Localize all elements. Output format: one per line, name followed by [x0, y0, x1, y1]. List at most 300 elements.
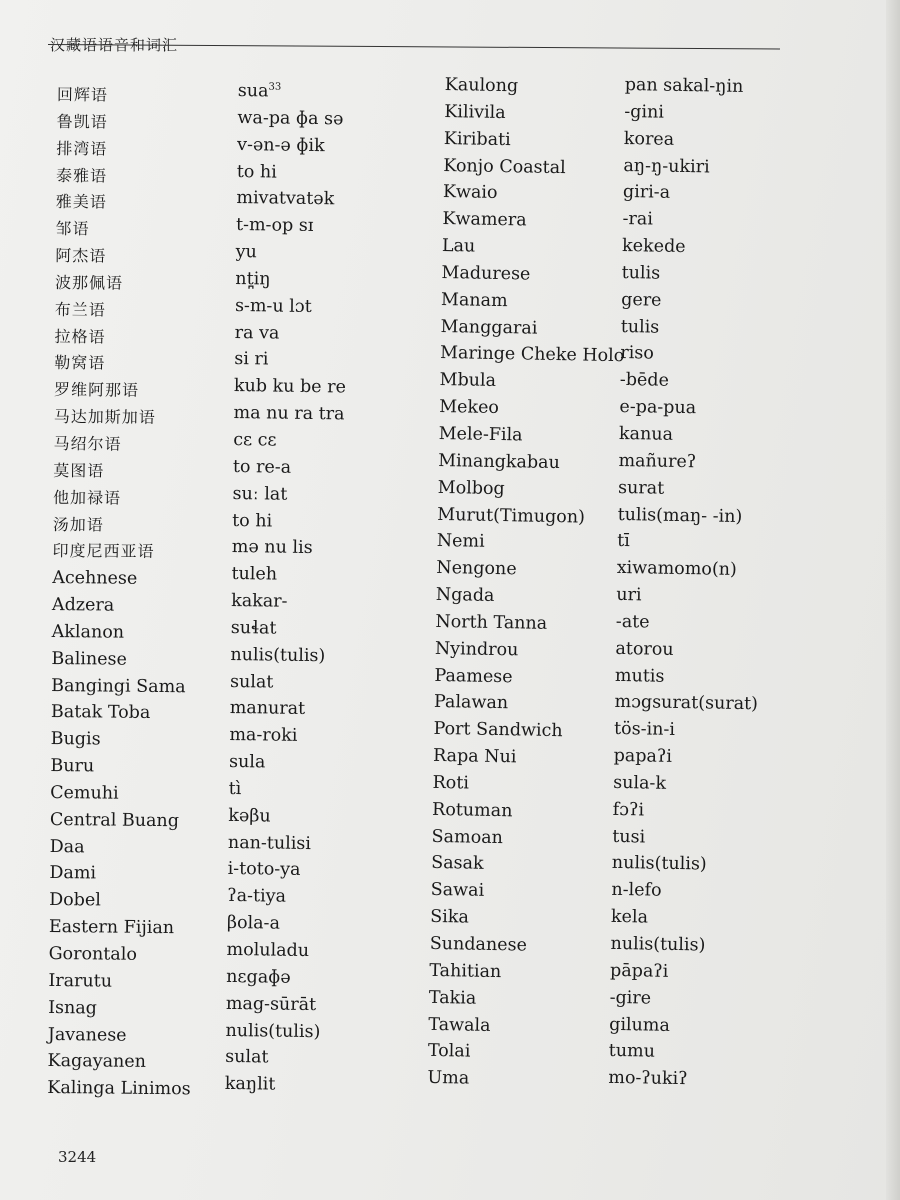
language-name: [52, 565, 196, 593]
word-form: [616, 582, 760, 611]
language-name-text: Nengone: [436, 558, 517, 580]
language-name-text: Mbula: [439, 370, 497, 392]
word-form: [613, 743, 757, 772]
language-name: [431, 850, 616, 880]
word-form-text: pan sakal-ŋin: [624, 74, 744, 97]
language-name-text: 罗维阿那语: [53, 380, 140, 401]
word-form: [620, 367, 764, 396]
language-name-text: 莫图语: [53, 460, 105, 481]
word-form-text: ra va: [234, 322, 280, 344]
word-form-text: tì: [228, 778, 242, 800]
word-form: [608, 1065, 752, 1094]
word-form-text: tös-in-i: [613, 719, 676, 741]
word-form-text: surat: [617, 477, 665, 499]
language-name: [444, 126, 629, 156]
word-form-text: suː lat: [232, 483, 288, 505]
language-name-text: Kilivila: [444, 101, 506, 123]
word-form: [613, 770, 757, 799]
language-names-right-column: [427, 72, 629, 1095]
word-form-text: si ri: [234, 349, 269, 370]
language-name: [49, 860, 193, 888]
language-name-text: Maringe Cheke Holo: [439, 343, 625, 367]
word-form-text: sula: [228, 752, 266, 773]
language-name: [437, 501, 622, 531]
language-name-text: Manggarai: [440, 316, 538, 339]
word-form-text: ma-roki: [229, 725, 298, 747]
language-name-text: Minangkabau: [438, 450, 561, 473]
word-form: [225, 1017, 337, 1045]
language-name-text: 印度尼西亚语: [52, 541, 155, 562]
word-form: [232, 507, 344, 535]
word-form-text: nulis(tulis): [611, 853, 707, 875]
language-name-text: Mele-Fila: [438, 423, 523, 446]
language-name-text: Nemi: [436, 531, 485, 553]
word-form: [230, 642, 342, 670]
word-form-text: tī: [617, 531, 631, 552]
language-name-text: Kwamera: [442, 209, 527, 231]
language-name-text: Samoan: [431, 826, 504, 848]
word-form-text: mañureʔ: [618, 450, 697, 473]
language-name: [439, 394, 624, 424]
language-name: [444, 99, 629, 129]
word-form-text: s-m-u lɔt: [234, 295, 312, 317]
language-name-text: Lau: [441, 236, 476, 257]
language-name-text: 邹语: [55, 219, 90, 239]
word-form-text: -bēde: [619, 370, 670, 392]
language-name-text: 拉格语: [54, 326, 106, 347]
word-form: [231, 561, 343, 589]
language-name: [54, 324, 198, 352]
word-form-text: mo-ʔukiʔ: [608, 1068, 688, 1090]
word-form: [617, 528, 761, 557]
word-form-text: pāpaʔi: [609, 960, 669, 982]
language-name: [435, 636, 620, 666]
word-form: [227, 910, 339, 938]
word-form-text: nt̪iŋ: [235, 268, 271, 290]
language-name: [54, 350, 198, 378]
word-form-text: -ate: [615, 611, 650, 633]
language-name: [428, 1038, 613, 1068]
language-name-text: Sawai: [430, 880, 485, 902]
word-form-text: atorou: [615, 638, 674, 660]
word-form: [225, 1044, 337, 1072]
word-form: [233, 454, 345, 482]
language-name-text: 回辉语: [56, 84, 108, 105]
language-name: [49, 914, 193, 942]
word-form-text: xiwamomo(n): [616, 558, 738, 581]
language-name-text: Konjo Coastal: [443, 155, 566, 178]
word-form-text: korea: [623, 128, 675, 150]
language-name: [51, 646, 195, 674]
language-name-text: Adzera: [51, 595, 115, 616]
language-name-text: Balinese: [51, 648, 128, 670]
word-form-text: e-pa-pua: [619, 397, 697, 419]
language-name-text: Kalinga Linimos: [47, 1078, 191, 1100]
word-form-text: wa-pa ɸa sə: [237, 107, 344, 130]
word-form: [612, 824, 756, 853]
language-name: [53, 485, 197, 513]
word-form: [609, 1011, 753, 1040]
language-name-text: 汤加语: [52, 514, 104, 534]
language-name-text: Palawan: [433, 692, 509, 714]
language-name: [52, 538, 196, 566]
word-form: [620, 340, 764, 369]
word-form-text: tuleh: [231, 564, 278, 585]
language-name: [56, 109, 200, 137]
language-name-text: 波那佩语: [54, 272, 124, 293]
word-form: [613, 797, 757, 826]
language-name: [434, 662, 619, 692]
language-name: [434, 689, 619, 719]
word-form: [227, 883, 339, 911]
language-name-text: Molbog: [437, 477, 505, 499]
word-form: [229, 749, 341, 777]
language-name: [50, 753, 194, 781]
language-name-text: Kaulong: [444, 74, 519, 97]
language-name: [443, 179, 628, 209]
word-form: [617, 555, 761, 584]
word-form-text: ʔa-tiya: [227, 886, 287, 908]
word-form-text: sula-k: [613, 772, 667, 794]
word-form-text: v-ən-ə ɸik: [236, 134, 325, 156]
word-form: [622, 233, 766, 262]
language-name: [438, 448, 623, 478]
word-form-text: uri: [616, 584, 642, 606]
language-name-text: Mekeo: [438, 397, 500, 419]
word-form-text: papaʔi: [613, 746, 673, 767]
word-form-text: moluladu: [226, 939, 310, 962]
language-name: [430, 877, 615, 907]
word-form-text: βola-a: [226, 913, 281, 934]
language-name-text: 马达加斯加语: [53, 407, 156, 428]
word-form: [612, 850, 756, 879]
word-form: [611, 877, 755, 906]
language-name: [428, 1011, 613, 1041]
language-name: [54, 377, 198, 405]
language-name: [55, 216, 199, 244]
word-form: [622, 206, 766, 235]
language-name-text: Dobel: [49, 890, 101, 911]
language-name: [52, 619, 196, 647]
word-form-text: to re-a: [232, 456, 292, 478]
word-form: [624, 99, 768, 128]
word-form-text: cɛ cɛ: [233, 429, 277, 451]
word-form: [229, 722, 341, 750]
word-form: [236, 212, 348, 240]
language-name-text: Dami: [49, 863, 97, 884]
word-form: [619, 421, 763, 450]
word-form-text: ma nu ra tra: [233, 403, 345, 425]
word-form: [234, 346, 346, 374]
language-name: [443, 153, 628, 183]
word-form-text: tulis(maŋ- -in): [617, 504, 743, 527]
word-form: [616, 609, 760, 638]
language-name-text: Ngada: [435, 584, 495, 606]
word-form: [609, 985, 753, 1014]
word-form-text: nɛgaɸə: [226, 966, 291, 988]
word-form-text: aŋ-ŋ-ukiri: [623, 155, 710, 177]
language-name: [440, 314, 625, 344]
word-form: [236, 239, 348, 267]
language-names-left-column: [47, 82, 200, 1103]
word-form: [614, 716, 758, 745]
word-form-text: -gire: [609, 987, 652, 1009]
language-name: [439, 367, 624, 397]
word-form: [228, 803, 340, 831]
language-name: [49, 887, 193, 915]
language-name-text: Port Sandwich: [433, 719, 563, 742]
language-name: [50, 834, 194, 862]
words-right-column: [608, 72, 768, 1094]
language-name-text: Bugis: [50, 729, 101, 750]
word-form: [234, 320, 346, 348]
language-name: [433, 716, 618, 746]
language-name: [56, 136, 200, 164]
language-name-text: Batak Toba: [50, 702, 151, 724]
language-name-text: North Tanna: [435, 611, 548, 634]
language-name-text: Cemuhi: [50, 782, 119, 804]
language-name-text: Kwaio: [442, 182, 498, 204]
word-form: [228, 830, 340, 858]
word-form: [232, 534, 344, 562]
language-name: [431, 824, 616, 854]
language-name: [51, 726, 195, 754]
word-form-text: tulis: [620, 316, 660, 338]
language-name-text: Roti: [432, 772, 470, 794]
language-name: [53, 511, 197, 539]
word-form-text: fɔʔi: [612, 799, 645, 821]
tone-superscript: 33: [268, 81, 282, 93]
words-left-column: [225, 78, 350, 1099]
language-name-text: Central Buang: [49, 809, 180, 831]
language-name: [430, 904, 615, 934]
language-name: [433, 743, 618, 773]
language-name-text: 他加禄语: [52, 487, 122, 508]
language-name: [441, 260, 626, 290]
language-name-text: Madurese: [441, 262, 531, 285]
word-form: [229, 776, 341, 804]
word-form: [615, 662, 759, 691]
language-name: [53, 458, 197, 486]
word-form: [232, 481, 344, 509]
running-head: 汉藏语语音和词汇: [50, 36, 179, 54]
language-name: [50, 780, 194, 808]
word-form-text: mutis: [614, 665, 665, 687]
language-name: [429, 985, 614, 1015]
language-name-text: Tahitian: [429, 960, 502, 982]
word-form: [623, 179, 767, 208]
word-form: [621, 287, 765, 316]
word-form: [231, 588, 343, 616]
language-name-text: Isnag: [48, 997, 98, 1019]
word-form-text: to hi: [236, 161, 277, 183]
language-name: [56, 163, 200, 191]
language-name-text: Sika: [430, 907, 470, 928]
language-name-text: 勒窝语: [54, 353, 106, 373]
word-form-text: to hi: [232, 510, 273, 531]
word-form-text: kub ku be re: [233, 376, 347, 398]
language-name-text: Buru: [50, 756, 95, 777]
word-form: [625, 72, 769, 101]
word-form: [623, 153, 767, 182]
word-form-text: mə nu lis: [231, 537, 313, 559]
word-form: [618, 448, 762, 477]
word-form-text: giluma: [609, 1014, 671, 1036]
language-name-text: 马绍尔语: [53, 433, 122, 454]
word-form-text: sua: [237, 80, 269, 102]
language-name: [440, 340, 625, 370]
word-form: [614, 689, 758, 718]
word-form: [237, 105, 349, 133]
language-name: [51, 699, 195, 727]
word-form-text: nulis(tulis): [230, 644, 326, 666]
language-name-text: 排湾语: [56, 138, 108, 159]
word-form: [617, 501, 761, 530]
page-number: 3244: [58, 1148, 97, 1166]
word-form: [230, 695, 342, 723]
word-form: [609, 1038, 753, 1067]
language-name-text: Nyindrou: [434, 638, 519, 661]
word-form-text: i-toto-ya: [227, 859, 301, 881]
word-form-text: kela: [610, 907, 649, 928]
word-form-text: mag-sūrāt: [225, 993, 317, 1015]
language-name-text: Sundanese: [429, 933, 528, 956]
language-name-text: 布兰语: [54, 299, 106, 320]
word-form: [226, 991, 338, 1019]
language-name: [445, 72, 630, 102]
word-form: [226, 964, 338, 992]
language-name: [55, 270, 199, 298]
language-name-text: Irarutu: [48, 970, 113, 992]
language-name: [432, 770, 617, 800]
language-name: [430, 931, 615, 961]
word-form-text: -gini: [624, 101, 665, 123]
language-name-text: Manam: [440, 289, 508, 311]
language-name: [436, 582, 621, 612]
language-name: [438, 421, 623, 451]
word-form: [615, 636, 759, 665]
word-form-text: tulis: [621, 262, 661, 284]
word-form-text: kanua: [618, 423, 674, 445]
language-name-text: Bangingi Sama: [51, 675, 186, 697]
word-form-text: mɔgsurat(surat): [614, 692, 759, 715]
word-form: [227, 856, 339, 884]
language-name: [55, 297, 199, 325]
word-form: [225, 1071, 337, 1099]
word-form: [237, 159, 349, 187]
language-name-text: 雅美语: [55, 192, 107, 212]
word-form: [226, 937, 338, 965]
word-form-text: sulat: [229, 671, 274, 693]
language-name: [438, 475, 623, 505]
language-name: [432, 797, 617, 827]
word-form-text: giri-a: [622, 182, 671, 204]
language-name: [48, 995, 192, 1023]
word-form: [619, 394, 763, 423]
language-name-text: 阿杰语: [55, 246, 107, 266]
language-name: [442, 233, 627, 263]
word-form-text: nulis(tulis): [225, 1020, 321, 1042]
word-form-text: suɬat: [230, 617, 277, 639]
language-name-text: Sasak: [431, 853, 484, 875]
language-name: [50, 807, 194, 835]
word-form-text: kekede: [621, 236, 686, 258]
language-name: [54, 404, 198, 432]
language-name: [437, 528, 622, 558]
language-name: [436, 555, 621, 585]
language-name-text: Kagayanen: [47, 1051, 147, 1073]
language-name-text: 鲁凯语: [56, 111, 108, 132]
language-name: [47, 1075, 191, 1103]
language-name-text: Takia: [428, 987, 477, 1009]
language-name-text: Acehnese: [52, 568, 138, 589]
language-name: [427, 1065, 612, 1095]
language-name-text: 泰雅语: [56, 165, 108, 186]
word-form: [238, 78, 350, 106]
language-name: [51, 673, 195, 701]
word-form: [233, 427, 345, 455]
language-name: [442, 206, 627, 236]
language-name: [48, 968, 192, 996]
word-form: [235, 293, 347, 321]
language-name: [57, 82, 201, 110]
word-form-text: t-m-op sɪ: [235, 215, 314, 237]
language-name: [441, 287, 626, 317]
language-name: [52, 592, 196, 620]
language-name: [53, 431, 197, 459]
word-form: [610, 931, 754, 960]
word-form: [610, 958, 754, 987]
word-form: [621, 314, 765, 343]
language-name-text: Murut(Timugon): [437, 504, 586, 528]
language-name-text: Javanese: [47, 1024, 127, 1046]
word-form-text: kaŋlit: [224, 1074, 276, 1095]
word-form-text: nulis(tulis): [610, 933, 706, 956]
word-form-text: riso: [620, 343, 654, 364]
language-name: [55, 243, 199, 271]
language-name: [48, 1021, 192, 1049]
word-form: [234, 373, 346, 401]
word-form-text: n-lefo: [611, 880, 662, 902]
word-form-text: gere: [621, 289, 662, 311]
language-name: [56, 189, 200, 217]
language-name-text: Aklanon: [51, 621, 125, 643]
word-form: [624, 126, 768, 155]
word-form: [621, 260, 765, 289]
language-name-text: Eastern Fijian: [48, 917, 175, 939]
word-form: [233, 400, 345, 428]
word-form-text: nan-tulisi: [227, 832, 312, 854]
word-form: [236, 185, 348, 213]
word-form: [611, 904, 755, 933]
word-form-text: manurat: [229, 698, 306, 720]
language-name-text: Tawala: [428, 1014, 491, 1036]
word-form-text: sulat: [225, 1047, 269, 1068]
page-edge: [886, 0, 900, 1200]
language-name: [429, 958, 614, 988]
language-name: [435, 609, 620, 639]
language-name: [48, 941, 192, 969]
language-name-text: Kiribati: [443, 128, 511, 150]
word-form: [231, 615, 343, 643]
word-form-text: -rai: [622, 209, 654, 230]
language-name: [47, 1048, 191, 1076]
language-name-text: Rapa Nui: [432, 745, 517, 768]
word-form-text: kəβu: [228, 805, 271, 827]
word-form-text: tusi: [612, 826, 646, 848]
language-name-text: Rotuman: [431, 799, 513, 822]
word-form-text: yu: [235, 242, 258, 263]
